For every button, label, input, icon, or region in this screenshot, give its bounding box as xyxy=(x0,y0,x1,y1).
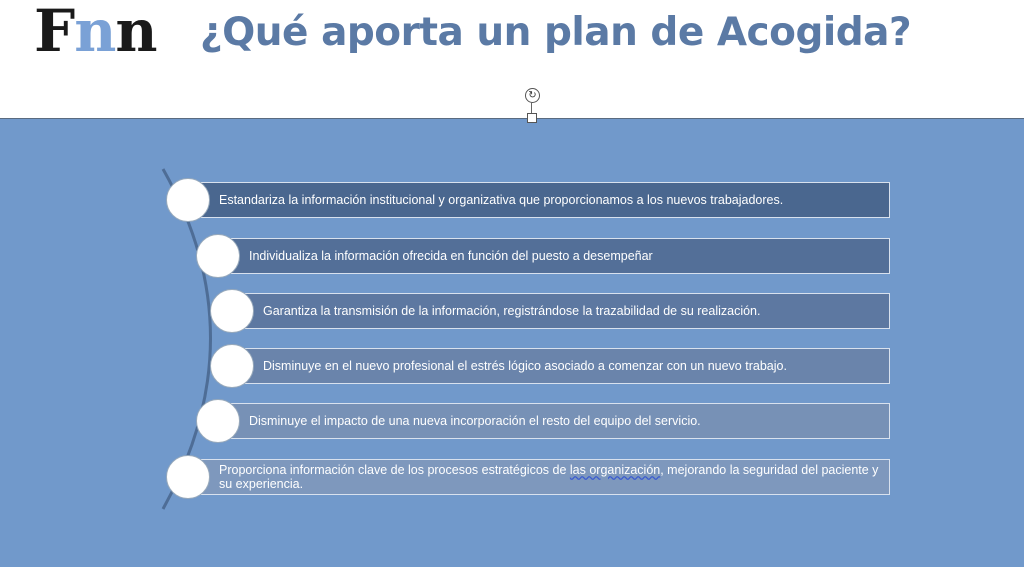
rotate-handle-icon[interactable]: ↻ xyxy=(525,88,540,103)
bullet-circle-6 xyxy=(166,455,210,499)
list-item-text: Proporciona información clave de los procesos estratégicos de las organización, mejorando la seguridad del paciente y su experiencia. xyxy=(219,463,879,491)
logo-letter-n1: n xyxy=(74,0,116,65)
content-area xyxy=(0,118,1024,567)
list-item-4[interactable] xyxy=(232,348,890,384)
list-item-text: Garantiza la transmisión de la información, registrándose la trazabilidad de su realización. xyxy=(263,304,761,318)
list-item-3[interactable] xyxy=(232,293,890,329)
list-item-text: Individualiza la información ofrecida en función del puesto a desempeñar xyxy=(249,249,653,263)
list-item-text: Estandariza la información institucional y organizativa que proporcionamos a los nuevos trabajadores. xyxy=(219,193,784,207)
bullet-circle-5 xyxy=(196,399,240,443)
list-item-text: Disminuye en el nuevo profesional el estrés lógico asociado a comenzar con un nuevo trabajo. xyxy=(263,359,787,373)
bullet-circle-4 xyxy=(210,344,254,388)
list-item-1[interactable] xyxy=(188,182,890,218)
list-item-5[interactable] xyxy=(218,403,890,439)
logo-letter-n2: n xyxy=(115,0,157,65)
slide-title[interactable]: ¿Qué aporta un plan de Acogida? xyxy=(200,10,912,55)
list-item-2[interactable] xyxy=(218,238,890,274)
list-item-text: Disminuye el impacto de una nueva incorporación el resto del equipo del servicio. xyxy=(249,414,701,428)
list-item-6[interactable] xyxy=(188,459,890,495)
resize-handle[interactable] xyxy=(527,113,537,123)
slide-header xyxy=(0,0,1024,118)
spelling-flag[interactable]: las organización xyxy=(569,463,661,477)
bullet-circle-2 xyxy=(196,234,240,278)
fnn-logo xyxy=(34,0,157,64)
bullet-circle-3 xyxy=(210,289,254,333)
bullet-circle-1 xyxy=(166,178,210,222)
logo-letter-f: F xyxy=(34,0,75,65)
